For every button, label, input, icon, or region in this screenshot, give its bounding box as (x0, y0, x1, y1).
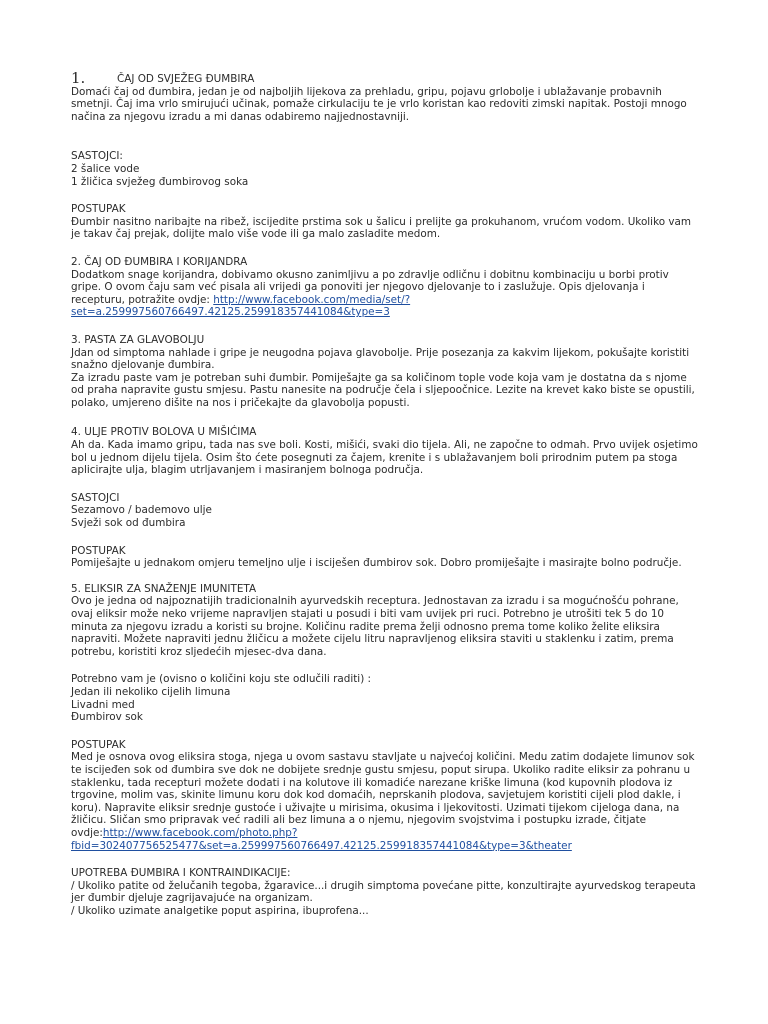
paragraph-line: te iscijeđen sok od đumbira sve dok ne dobijete srednje gustu smjesu, poput sirupa. Ukoliko radite eliksir za pohranu u (71, 763, 691, 776)
procedure-heading: POSTUPAK (71, 203, 126, 216)
ingredient-item: Sezamovo / bademovo ulje (71, 504, 212, 517)
usage-heading: UPOTREBA ĐUMBIRA I KONTRAINDIKACIJE: (71, 867, 291, 880)
ingredient-item: Jedan ili nekoliko cijelih limuna (71, 685, 231, 698)
link-prefix: ovdje: (71, 826, 103, 839)
paragraph-line: Za izradu paste vam je potreban suhi đumbir. Pomiješajte ga sa količinom tople vode koja vam je dostatna da s njome (71, 371, 687, 384)
paragraph-line: napraviti. Možete napraviti jednu žličicu a možete cijelu litru napravljenog eliksira staviti u staklenku i zatim, prema (71, 633, 674, 646)
paragraph-line: Dodatkom snage korijandra, dobivamo okusno zanimljivu a po zdravlje odličnu i dobitnu kombinaciju u borbi protiv (71, 268, 669, 281)
document-page (71, 69, 711, 930)
paragraph-line: minuta za njegovu izradu a koristi su brojne. Količinu radite prema želji odnosno prema tome koliko želite eliksira (71, 620, 660, 633)
paragraph-line: potrebu, koristiti kroz sljedećih mjesec-dva dana. (71, 645, 327, 658)
section-1-procedure (71, 203, 711, 241)
ingredient-item: Đumbirov sok (71, 711, 143, 724)
procedure-heading: POSTUPAK (71, 738, 126, 751)
procedure-heading: POSTUPAK (71, 544, 126, 557)
ingredient-item: Livadni med (71, 698, 135, 711)
section-3-heading: 3. PASTA ZA GLAVOBOLJU (71, 333, 205, 346)
paragraph-line: Jdan od simptoma nahlade i gripe je neugodna pojava glavobolje. Prije posezanja za kakvim lijekom, pokušajte koristiti (71, 346, 690, 359)
paragraph-line: snažno djelovanje đumbira. (71, 359, 215, 372)
needs-heading: Potrebno vam je (ovisno o količini koju ste odlučili raditi) : (71, 673, 372, 686)
paragraph-line: bol u jednom dijelu tijela. Osim što ćete posegnuti za čajem, krenite i s ublažavanjem boli prirodnim putem pa stoga (71, 451, 678, 464)
link-line (71, 840, 711, 853)
link-prefix: recepturu, potražite ovdje: (71, 293, 214, 306)
section-1 (71, 69, 711, 123)
paragraph-line: Domaći čaj od đumbira, jedan je od najboljih lijekova za prehladu, gripu, pojavu grlobolje i ublažavanje probavnih (71, 85, 662, 98)
paragraph-line: polako, umjereno dišite na nos i pričekajte da glavobolja popusti. (71, 396, 410, 409)
paragraph-line: smetnji. Čaj ima vrlo smirujući učinak, pomaže cirkulaciju te je vrlo koristan kao redoviti zimski napitak. Postoji mnogo (71, 98, 687, 111)
link-line (71, 294, 711, 307)
section-2-heading: 2. ČAJ OD ĐUMBIRA I KORIJANDRA (71, 255, 248, 268)
ingredients-heading: SASTOJCI (71, 491, 120, 504)
ingredients-heading: SASTOJCI: (71, 150, 123, 163)
paragraph-line: Med je osnova ovog eliksira stoga, njega u ovom sastavu stavljate u najvećoj količini. Medu zatim dodajete limunov sok (71, 751, 695, 764)
section-2 (71, 256, 711, 319)
paragraph-line: je takav čaj prejak, dolijte malo više vode ili ga malo zasladite medom. (71, 228, 441, 241)
ingredient-item: 2 šalice vode (71, 162, 140, 175)
paragraph-line: žličicu. Sličan smo pripravak već radili ali bez limuna a o njemu, njegovim svojstvima i postupku izrade, čitjate (71, 814, 647, 827)
paragraph-line: koru). Napravite eliksir srednje gustoće i uživajte u mirisima, okusima i ljekovitosti. Uzimati tijekom cijeloga dana, na (71, 801, 680, 814)
section-5-needs (71, 673, 711, 723)
section-5 (71, 583, 711, 659)
facebook-album-link[interactable]: http://www.facebook.com/media/set/? (213, 293, 411, 306)
paragraph-line: Pomiješajte u jednakom omjeru temeljno ulje i isciješen đumbirov sok. Dobro promiješajte i masirajte bolno područje. (71, 557, 682, 570)
paragraph-line: ovaj eliksir može neko vrijeme napravljen stajati u posudi i biti vam uvijek pri ruci. Potrebno je utrošiti tek 5 do 10 (71, 608, 665, 620)
paragraph-line: Ah da. Kada imamo gripu, tada nas sve boli. Kosti, mišići, svaki dio tijela. Ali, ne započne to odmah. Prvo uvijek osjetimo (71, 439, 698, 452)
paragraph-line: jer đumbir djeluje zagrijavajuće na organizam. (71, 892, 313, 905)
link-line (71, 306, 711, 319)
paragraph-line: načina za njegovu izradu a mi danas odabiremo najjednostavniji. (71, 110, 410, 123)
facebook-photo-link-cont[interactable]: fbid=302407756525477&set=a.259997560766497.42125.259918357441084&type=3&theater (71, 839, 572, 852)
section-4 (71, 426, 711, 476)
paragraph-line: od praha napravite gustu smjesu. Pastu nanesite na područje čela i sljepoočnice. Lezite na krevet kako biste se opustili, (71, 384, 695, 397)
link-line (71, 827, 711, 840)
section-4-ingredients (71, 492, 711, 530)
section-1-title: ČAJ OD SVJEŽEG ĐUMBIRA (117, 73, 255, 85)
ingredient-item: Svježi sok od đumbira (71, 517, 186, 530)
paragraph-line: Ovo je jedna od najpoznatijih tradicionalnih ayurvedskih receptura. Jednostavan za izradu i sa mogućnošću pohrane, (71, 595, 679, 608)
section-1-number: 1. (71, 69, 86, 87)
paragraph-line: / Ukoliko patite od želučanih tegoba, žgaravice...i drugih simptoma povećane pitte, konzultirajte ayurvedskog terapeuta (71, 879, 696, 892)
paragraph-line: Đumbir nasitno naribajte na ribež, iscijedite prstima sok u šalicu i prelijte ga prokuhanom, vrućom vodom. Ukoliko vam (71, 215, 692, 228)
facebook-album-link-cont[interactable]: set=a.259997560766497.42125.259918357441084&type=3 (71, 306, 390, 319)
section-1-ingredients (71, 150, 711, 188)
section-1-heading (71, 69, 711, 87)
section-3 (71, 334, 711, 410)
ingredient-item: 1 žličica svježeg đumbirovog soka (71, 175, 249, 188)
section-usage (71, 867, 711, 917)
facebook-photo-link[interactable]: http://www.facebook.com/photo.php? (102, 826, 298, 839)
paragraph-line: / Ukoliko uzimate analgetike poput aspirina, ibuprofena... (71, 904, 369, 917)
paragraph-line: gripe. O ovom čaju sam već pisala ali vrijedi ga ponoviti jer njegovo djelovanje to i zaslužuje. Opis djelovanja i (71, 281, 645, 294)
section-4-heading: 4. ULJE PROTIV BOLOVA U MIŠIĆIMA (71, 426, 257, 439)
paragraph-line: staklenku, tada recepturi možete dodati i na kolutove ili komadiće narezane kriške limuna (kod kupovnih plodova iz (71, 776, 673, 789)
section-5-procedure (71, 739, 711, 852)
paragraph-line: trgovine, molim vas, skinite limunu koru dok kod domaćih, neprskanih plodova, savjetujem koristiti cijeli plod dakle, i (71, 789, 681, 802)
section-5-heading: 5. ELIKSIR ZA SNAŽENJE IMUNITETA (71, 582, 257, 595)
section-4-procedure (71, 545, 711, 570)
paragraph-line: aplicirajte ulja, blagim utrljavanjem i masiranjem bolnoga područja. (71, 464, 424, 477)
